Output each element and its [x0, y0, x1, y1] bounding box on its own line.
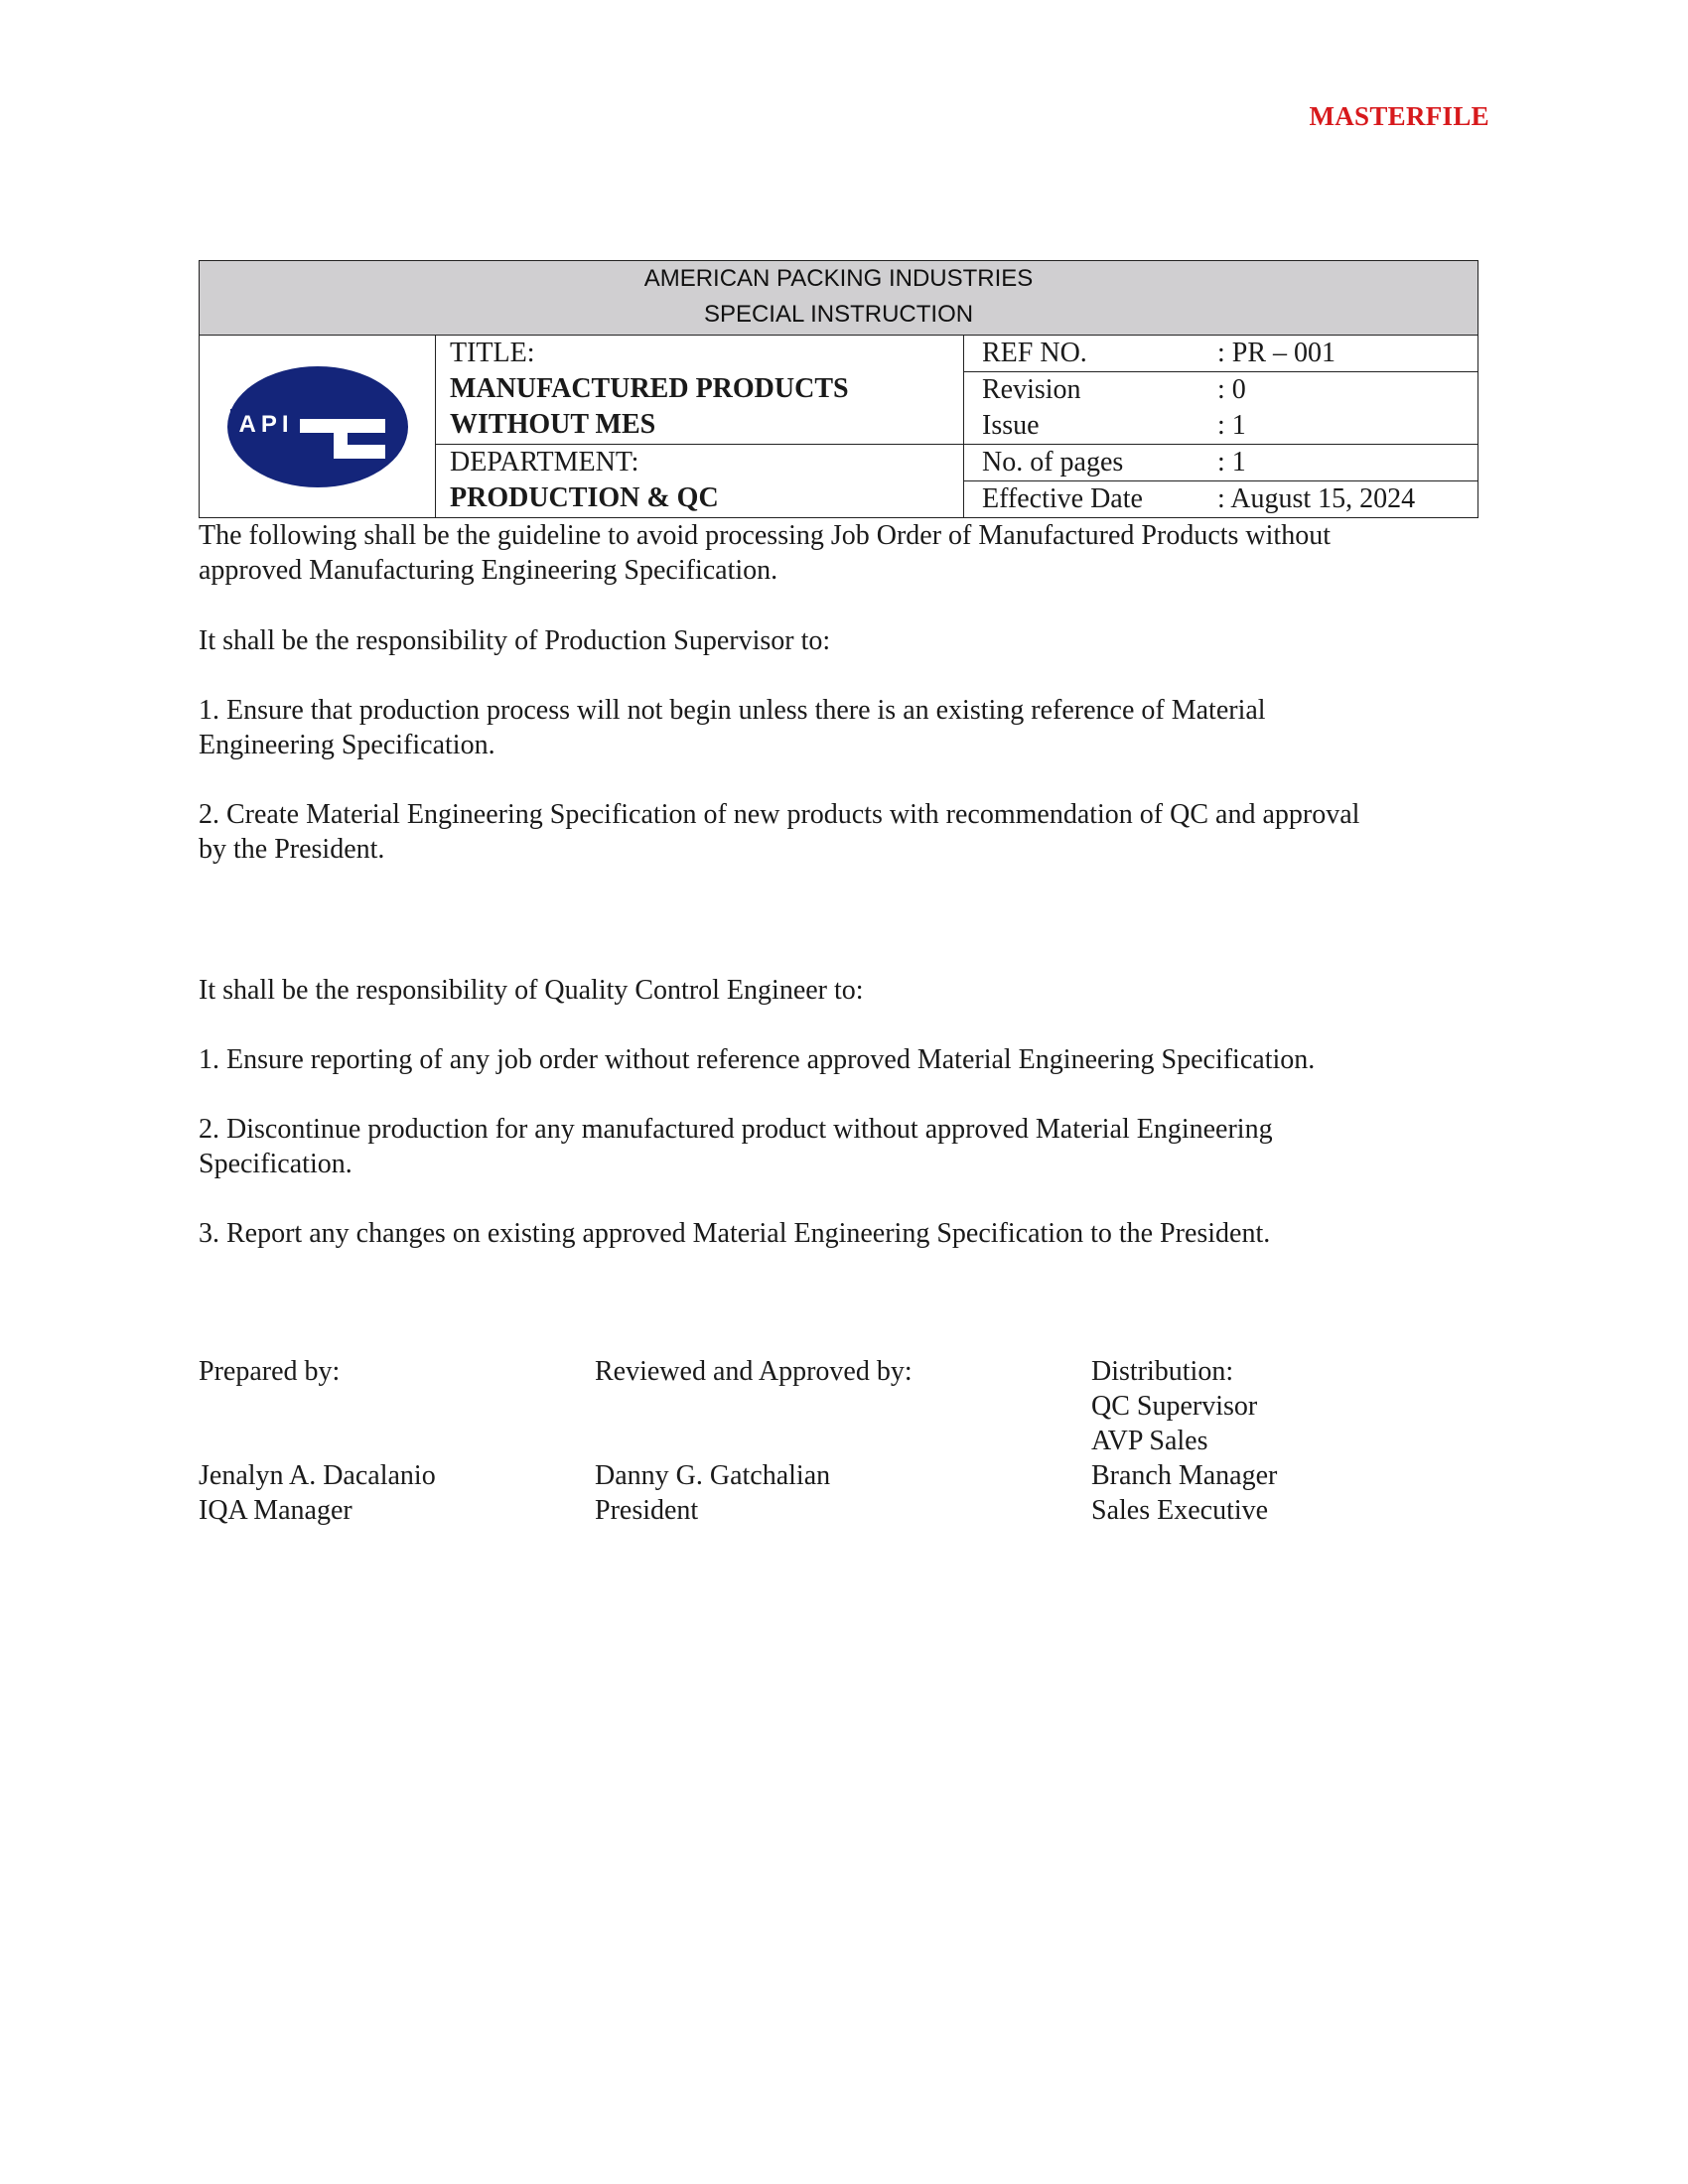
qc-item-1-text: 1. Ensure reporting of any job order without reference approved Material Engineering Specification. [199, 1044, 1316, 1075]
title-line-2: WITHOUT MES [450, 409, 656, 440]
prepared-by-label: Prepared by: [199, 1356, 341, 1387]
intro-line-2: approved Manufacturing Engineering Specification. [199, 555, 778, 586]
qc-item-3-text: 3. Report any changes on existing approved Material Engineering Specification to the President. [199, 1218, 1271, 1249]
department-cell [436, 445, 964, 518]
qc-item-1 [199, 1042, 1489, 1077]
approved-by-name: Danny G. Gatchalian [595, 1460, 831, 1491]
qc-item-3 [199, 1216, 1489, 1251]
qc-heading-text: It shall be the responsibility of Quality Control Engineer to: [199, 975, 864, 1006]
revision-value: : 0 [1217, 374, 1246, 405]
document-header-table [199, 260, 1478, 518]
approved-by-block [595, 1354, 913, 1528]
pages-date-cell [964, 445, 1478, 518]
production-item-1-line-1: 1. Ensure that production process will not begin unless there is an existing reference of Material [199, 695, 1266, 726]
ref-no-label: REF NO. [982, 338, 1087, 368]
production-item-1-line-2: Engineering Specification. [199, 730, 495, 760]
issue-row [964, 408, 1477, 444]
ref-no-value: : PR – 001 [1217, 338, 1336, 368]
prepared-by-block [199, 1354, 436, 1528]
qc-item-2-line-2: Specification. [199, 1149, 352, 1179]
qc-item-2-line-1: 2. Discontinue production for any manufactured product without approved Material Engineering [199, 1114, 1273, 1145]
effective-date-label: Effective Date [982, 483, 1143, 514]
distribution-item-avp-sales: AVP Sales [1091, 1426, 1208, 1456]
title-label: TITLE: [450, 338, 535, 368]
prepared-by-title: IQA Manager [199, 1495, 352, 1526]
title-line-1: MANUFACTURED PRODUCTS [450, 373, 849, 404]
intro-paragraph [199, 518, 1489, 588]
prepared-by-name: Jenalyn A. Dacalanio [199, 1460, 436, 1491]
masterfile-label: MASTERFILE [1309, 101, 1489, 131]
revision-label: Revision [982, 374, 1081, 405]
distribution-item-qc-supervisor: QC Supervisor [1091, 1391, 1258, 1422]
effective-date-row [964, 481, 1477, 517]
issue-value: : 1 [1217, 410, 1246, 441]
pages-row [964, 445, 1477, 481]
approved-by-label: Reviewed and Approved by: [595, 1356, 913, 1387]
qc-item-2 [199, 1112, 1489, 1181]
header-banner [200, 261, 1478, 336]
production-item-2-line-2: by the President. [199, 834, 385, 865]
logo-cell [200, 336, 436, 518]
distribution-item-sales-executive: Sales Executive [1091, 1495, 1269, 1526]
distribution-block [1091, 1354, 1277, 1528]
ref-no-row [964, 336, 1477, 372]
production-item-2-line-1: 2. Create Material Engineering Specification of new products with recommendation of QC and approval [199, 799, 1360, 830]
company-name: AMERICAN PACKING INDUSTRIES [643, 265, 1034, 292]
production-heading-text: It shall be the responsibility of Production Supervisor to: [199, 625, 831, 656]
distribution-item-branch-manager: Branch Manager [1091, 1460, 1278, 1491]
api-logo [226, 365, 409, 488]
distribution-label: Distribution: [1091, 1356, 1234, 1387]
department-value: PRODUCTION & QC [450, 482, 719, 513]
pages-value: : 1 [1217, 447, 1246, 478]
intro-line-1: The following shall be the guideline to avoid processing Job Order of Manufactured Products without [199, 520, 1331, 551]
pages-label: No. of pages [982, 447, 1124, 478]
production-item-2 [199, 797, 1489, 867]
title-cell [436, 336, 964, 445]
logo-text: API [237, 410, 294, 438]
qc-heading [199, 973, 1489, 1008]
production-item-1 [199, 693, 1489, 762]
approved-by-title: President [595, 1495, 699, 1526]
document-type: SPECIAL INSTRUCTION [703, 301, 974, 328]
ref-info-cell [964, 336, 1478, 445]
effective-date-value: : August 15, 2024 [1217, 483, 1416, 514]
issue-label: Issue [982, 410, 1040, 441]
production-heading [199, 623, 1489, 658]
revision-row [964, 372, 1477, 408]
department-label: DEPARTMENT: [450, 447, 639, 478]
